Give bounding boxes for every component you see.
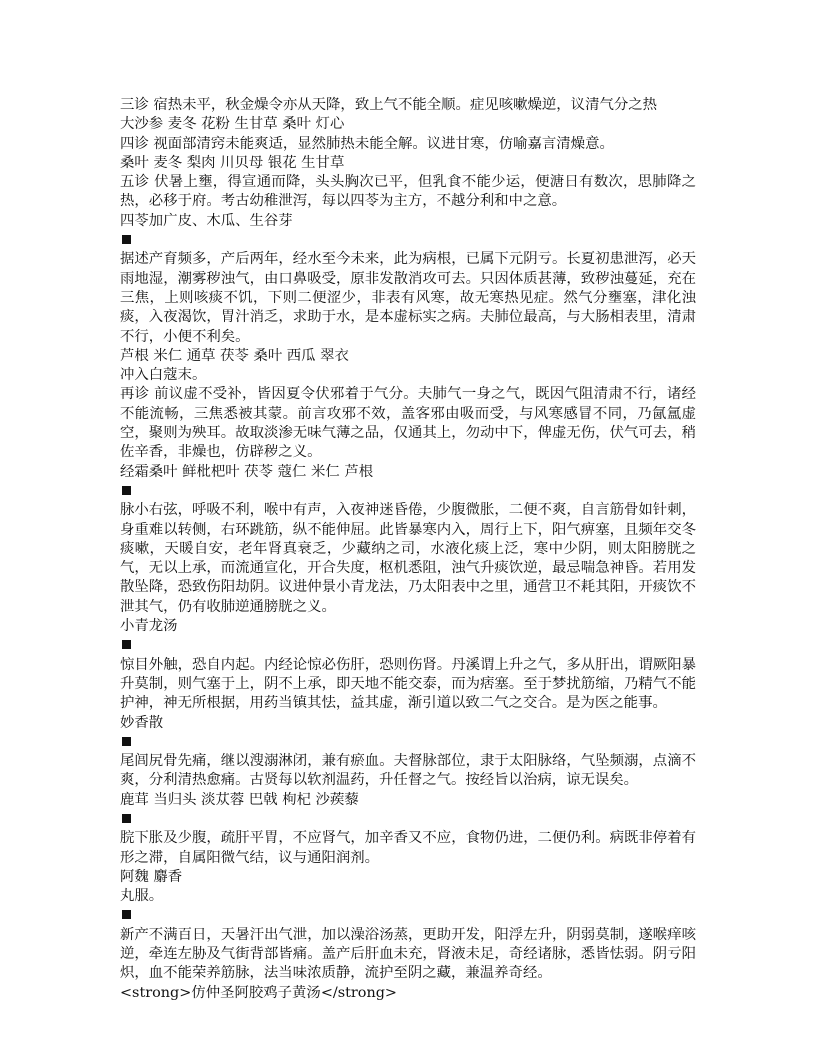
text-paragraph: 大沙参 麦冬 花粉 生甘草 桑叶 灯心 [120, 116, 345, 133]
text-paragraph: 四苓加广皮、木瓜、生谷芽 [120, 212, 293, 229]
text-paragraph: 据述产育频多，产后两年，经水至今未来，此为病根，已属下元阴亏。长夏初患泄泻，必天雨地湿，潮雾秽浊气，由口鼻吸受，原非发散消攻可去。只因体质甚薄，致秽浊蔓延，充在三焦，上则咳痰不饥，下则二便涩少，非表有风寒，故无寒热见症。然气分壅塞，津化浊痰，入夜渴饮，胃汁消乏，求助于水，是本虚标实之病。夫肺位最高，与大肠相表里，清肃不行，小便不利矣。 [120, 251, 696, 345]
text-paragraph: 五诊 伏暑上壅，得宣通而降，头头胸次已平，但乳食不能少运，便溏日有数次，思肺降之热，必移于府。考古幼稚泄泻，每以四苓为主方，不越分利和中之意。 [120, 174, 696, 210]
section-marker-icon [120, 636, 696, 655]
text-paragraph: 新产不满百日，天暑汗出气泄，加以澡浴汤蒸，更助开发，阳浮左升，阴弱莫制，遂喉痒咳逆，牵连左胁及气街背部皆痛。盖产后肝血未充，肾液未足，奇经诸脉，悉皆怯弱。阴亏阳炽，血不能荣养筋脉，法当味浓质静，流护至阴之藏，兼温养奇经。 [120, 926, 696, 982]
text-paragraph: 三诊 宿热未平，秋金燥令亦从天降，致上气不能全顺。症见咳嗽燥逆，议清气分之热 [120, 97, 658, 113]
text-paragraph: 脘下胀及少腹，疏肝平胃，不应肾气，加辛香又不应，食物仍进，二便仍利。病既非停着有形之滞，自属阳微气结，议与通阳润剂。 [120, 830, 696, 866]
section-marker-icon [120, 231, 696, 250]
document-body [120, 96, 696, 1003]
section-marker-icon [120, 482, 696, 501]
text-paragraph: 小青龙汤 [120, 618, 178, 635]
section-marker-icon [120, 733, 696, 752]
text-paragraph: 冲入白蔻末。 [120, 367, 207, 384]
text-paragraph: 妙香散 [120, 714, 164, 731]
text-paragraph: 经霜桑叶 鲜枇杷叶 茯苓 蔻仁 米仁 芦根 [120, 463, 374, 480]
section-marker-icon [120, 810, 696, 829]
section-marker-icon [120, 906, 696, 925]
text-paragraph: 阿魏 麝香 [120, 868, 183, 885]
text-paragraph: 再诊 前议虚不受补，皆因夏令伏邪着于气分。夫肺气一身之气，既因气阻清肃不行，诸经不能流畅，三焦悉被其蒙。前言攻邪不效，盖客邪由吸而受，与风寒感冒不同，乃氤氲虚空，聚则为殃耳。故取淡渗无味气薄之品，仅通其上，勿动中下，俾虚无伤，伏气可去，稍佐辛香，非燥也，仿辟秽之义。 [120, 386, 696, 461]
text-paragraph: 丸服。 [120, 888, 164, 905]
text-paragraph: <strong>仿仲圣阿胶鸡子黄汤</strong> [120, 984, 397, 1001]
text-paragraph: 四诊 视面部清窍未能爽适，显然肺热未能全解。议进甘寒，仿喻嘉言清燥意。 [120, 135, 614, 152]
text-paragraph: 惊目外触，恐自内起。内经论惊必伤肝，恐则伤肾。丹溪谓上升之气，多从肝出，谓厥阳暴升莫制，则气塞于上，阴不上承，即天地不能交泰，而为痞塞。至于梦扰筋缩，乃精气不能护神，神无所根据，用药当镇其怯，益其虚，渐引道以致二气之交合。是为医之能事。 [120, 656, 696, 712]
text-paragraph: 尾闾尻骨先痛，继以溲溺淋闭，兼有瘀血。夫督脉部位，隶于太阳脉络，气坠频溺，点滴不爽，分利清热愈痛。古贤每以软剂温药，升任督之气。按经旨以治病，谅无误矣。 [120, 753, 696, 789]
text-paragraph: 鹿茸 当归头 淡苁蓉 巴戟 枸杞 沙蒺藜 [120, 791, 359, 808]
text-paragraph: 脉小右弦，呼吸不利，喉中有声，入夜神迷昏倦，少腹微胀，二便不爽，自言筋骨如针刺，身重难以转侧，右环跳筋，纵不能伸屈。此皆暴寒内入，周行上下，阳气痹塞，且频年交冬痰嗽，天暖自安，老年肾真衰乏，少藏纳之司，水液化痰上泛，寒中少阴，则太阳膀胱之气，无以上承，而流通宣化，开合失度，枢机悉阻，浊气升痰饮逆，最忌喘急神昏。若用发散坠降，恐致伤阳劫阴。议进仲景小青龙法，乃太阳表中之里，通营卫不耗其阳，开痰饮不泄其气，仍有收肺逆通膀胱之义。 [120, 502, 696, 615]
text-paragraph: 桑叶 麦冬 梨肉 川贝母 银花 生甘草 [120, 154, 345, 171]
text-paragraph: 芦根 米仁 通草 茯苓 桑叶 西瓜 翠衣 [120, 347, 349, 364]
